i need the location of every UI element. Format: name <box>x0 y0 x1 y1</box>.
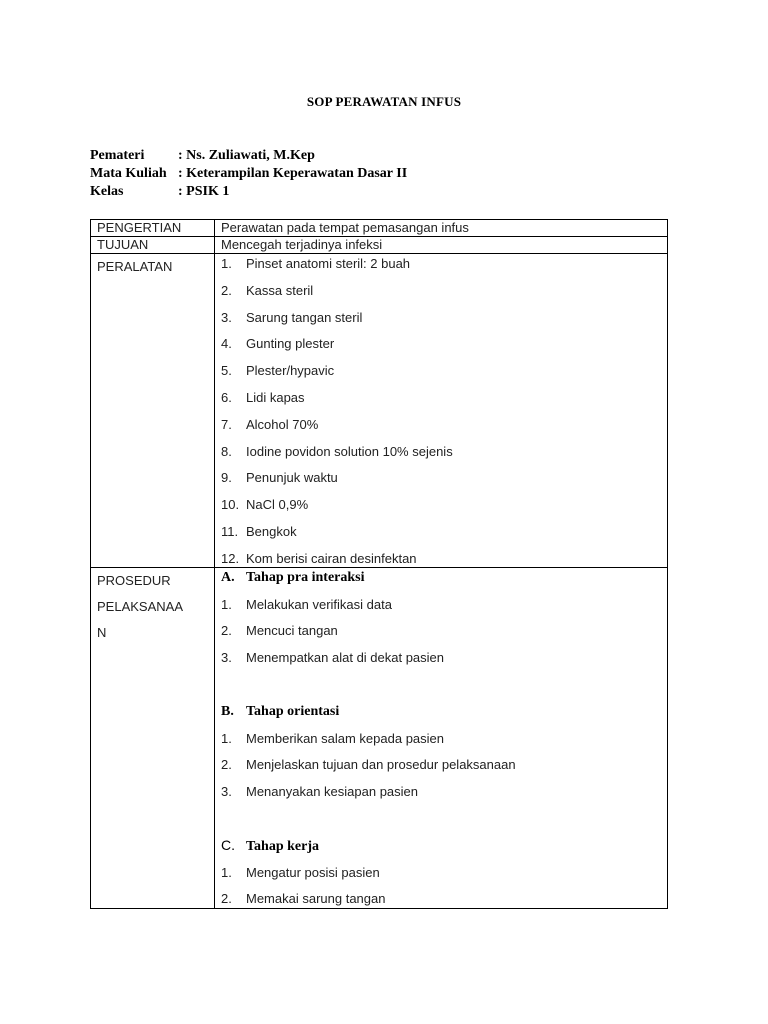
list-item: 2. Memakai sarung tangan <box>221 891 386 907</box>
label-line: PELAKSANAA <box>97 598 183 614</box>
list-item: 2. Kassa steril <box>221 282 314 298</box>
list-item: 3. Menempatkan alat di dekat pasien <box>221 650 445 666</box>
list-item: 1. Memberikan salam kepada pasien <box>221 730 444 746</box>
meta-mata-kuliah <box>90 165 407 183</box>
section-heading: B. Tahap orientasi <box>221 703 340 719</box>
row-content <box>215 254 668 568</box>
meta-pemateri <box>90 147 407 165</box>
list-item: 1. Mengatur posisi pasien <box>221 864 380 880</box>
spacer <box>221 675 661 702</box>
meta-kelas <box>90 183 407 201</box>
row-tujuan <box>91 237 668 254</box>
section-heading: C. Tahap kerja <box>221 836 320 854</box>
list-item: 3. Sarung tangan steril <box>221 309 363 325</box>
spacer <box>221 809 661 836</box>
list-item: 5. Plester/hypavic <box>221 363 335 379</box>
section-heading: A. Tahap pra interaksi <box>221 569 365 585</box>
list-item: 1. Pinset anatomi steril: 2 buah <box>221 256 411 271</box>
meta-label: Mata Kuliah <box>90 166 167 181</box>
list-item: 7. Alcohol 70% <box>221 416 319 432</box>
label-line: N <box>97 624 107 640</box>
list-item: 4. Gunting plester <box>221 336 335 352</box>
meta-label: Kelas <box>90 184 124 199</box>
row-label: PERALATAN <box>91 254 215 568</box>
row-pengertian <box>91 220 668 237</box>
meta-value: : Keterampilan Keperawatan Dasar II <box>178 166 408 181</box>
sop-table <box>90 219 668 909</box>
meta-label: Pemateri <box>90 148 145 163</box>
row-content: Mencegah terjadinya infeksi <box>215 237 668 254</box>
document-meta <box>90 147 407 201</box>
meta-value: : PSIK 1 <box>178 184 230 199</box>
list-item: 8. Iodine povidon solution 10% sejenis <box>221 443 453 459</box>
equipment-list <box>221 254 661 567</box>
list-item: 1. Melakukan verifikasi data <box>221 596 392 612</box>
list-item: 12. Kom berisi cairan desinfektan <box>221 550 417 566</box>
meta-value: : Ns. Zuliawati, M.Kep <box>178 148 315 163</box>
list-item: 3. Menanyakan kesiapan pasien <box>221 784 419 800</box>
row-label: PENGERTIAN <box>91 220 215 237</box>
row-content <box>215 567 668 909</box>
row-content: Perawatan pada tempat pemasangan infus <box>215 220 668 237</box>
row-label <box>91 567 215 909</box>
row-label: TUJUAN <box>91 237 215 254</box>
list-item: 6. Lidi kapas <box>221 389 305 405</box>
row-peralatan <box>91 254 668 568</box>
list-item: 11. Bengkok <box>221 523 297 539</box>
list-item: 10. NaCl 0,9% <box>221 497 309 513</box>
row-prosedur <box>91 567 668 909</box>
list-item: 2. Mencuci tangan <box>221 623 338 639</box>
document-title: SOP PERAWATAN INFUS <box>306 94 462 109</box>
procedure-list <box>221 568 661 909</box>
list-item: 9. Penunjuk waktu <box>221 470 338 486</box>
label-line: PROSEDUR <box>97 572 171 588</box>
list-item: 2. Menjelaskan tujuan dan prosedur pelaksanaan <box>221 757 516 773</box>
